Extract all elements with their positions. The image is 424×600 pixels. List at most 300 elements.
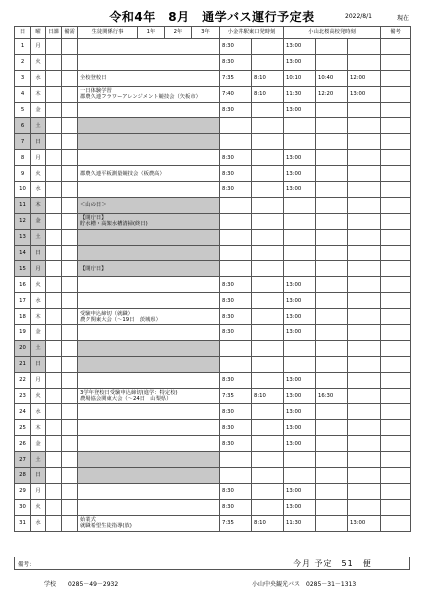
oyama-time-3: 12:00	[348, 70, 381, 86]
day-cell: 24	[15, 404, 31, 420]
day-cell: 19	[15, 325, 31, 341]
weekday-cell: 土	[31, 340, 46, 356]
komagane-time-2	[252, 293, 284, 309]
biko-cell	[381, 420, 411, 436]
weekday-cell: 日	[31, 245, 46, 261]
nikka-cell	[46, 499, 62, 515]
oyama-time-1	[284, 197, 316, 213]
oyama-time-2	[316, 483, 348, 499]
oyama-time-1: 13:00	[284, 166, 316, 182]
oyama-time-1	[284, 118, 316, 134]
event-cell	[78, 468, 220, 484]
header-dow: 曜	[31, 27, 46, 39]
kumi-cell	[62, 54, 78, 70]
weekday-cell: 水	[31, 182, 46, 198]
oyama-time-2	[316, 182, 348, 198]
nikka-cell	[46, 118, 62, 134]
oyama-time-1	[284, 213, 316, 229]
nikka-cell	[46, 213, 62, 229]
komagane-time-2	[252, 182, 284, 198]
oyama-time-2	[316, 166, 348, 182]
komagane-time-2	[252, 150, 284, 166]
kumi-cell	[62, 166, 78, 182]
nikka-cell	[46, 468, 62, 484]
event-line: 農ク関東大会（～19日 茨城県）	[80, 316, 161, 323]
oyama-time-2	[316, 102, 348, 118]
table-row	[15, 325, 411, 341]
schedule-table	[14, 26, 411, 532]
event-cell	[78, 420, 220, 436]
header-oyama-departure: 小山北桜高校発時刻	[284, 27, 381, 39]
oyama-time-2	[316, 340, 348, 356]
nikka-cell	[46, 134, 62, 150]
biko-cell	[381, 213, 411, 229]
oyama-time-1: 13:00	[284, 325, 316, 341]
event-cell	[78, 325, 220, 341]
nikka-cell	[46, 102, 62, 118]
event-line: 受験申込締切（就職）	[80, 310, 133, 317]
weekday-cell: 月	[31, 483, 46, 499]
nikka-cell	[46, 166, 62, 182]
biko-cell	[381, 229, 411, 245]
table-row	[15, 150, 411, 166]
event-line: 一日体験学習	[80, 88, 112, 95]
day-cell: 7	[15, 134, 31, 150]
oyama-time-3	[348, 293, 381, 309]
event-cell	[78, 452, 220, 468]
biko-cell	[381, 436, 411, 452]
event-cell	[78, 118, 220, 134]
oyama-time-2	[316, 261, 348, 277]
table-row	[15, 277, 411, 293]
table-row	[15, 197, 411, 213]
day-cell: 5	[15, 102, 31, 118]
oyama-time-3	[348, 340, 381, 356]
table-row	[15, 166, 411, 182]
day-cell: 9	[15, 166, 31, 182]
event-cell	[78, 197, 220, 213]
oyama-time-3	[348, 182, 381, 198]
komagane-time-2	[252, 277, 284, 293]
komagane-time-1: 8:30	[220, 102, 252, 118]
oyama-time-2	[316, 452, 348, 468]
event-line: 始業式	[80, 517, 96, 524]
biko-cell	[381, 309, 411, 325]
komagane-time-1: 8:30	[220, 483, 252, 499]
oyama-time-3	[348, 436, 381, 452]
header-grade2: 2年	[165, 27, 192, 39]
header-grade1: 1年	[138, 27, 165, 39]
day-cell: 1	[15, 39, 31, 55]
day-cell: 25	[15, 420, 31, 436]
remarks-row	[14, 557, 410, 570]
table-row	[15, 293, 411, 309]
biko-cell	[381, 388, 411, 404]
day-cell: 8	[15, 150, 31, 166]
biko-cell	[381, 293, 411, 309]
oyama-time-1: 13:00	[284, 372, 316, 388]
nikka-cell	[46, 150, 62, 166]
biko-cell	[381, 182, 411, 198]
table-row	[15, 229, 411, 245]
oyama-time-2	[316, 213, 348, 229]
komagane-time-1: 8:30	[220, 325, 252, 341]
kumi-cell	[62, 452, 78, 468]
kumi-cell	[62, 420, 78, 436]
oyama-time-2	[316, 54, 348, 70]
event-line: ＜山の日＞	[80, 202, 107, 209]
oyama-time-1	[284, 452, 316, 468]
nikka-cell	[46, 420, 62, 436]
event-line: 貯水槽・高架水槽清掃(終日)	[80, 221, 148, 228]
header-day: 日	[15, 27, 31, 39]
oyama-time-2	[316, 150, 348, 166]
kumi-cell	[62, 468, 78, 484]
day-cell: 17	[15, 293, 31, 309]
event-line: 郡農久連フラワーアレンジメント競技会（矢板市）	[80, 94, 201, 101]
oyama-time-3: 13:00	[348, 86, 381, 102]
event-cell	[78, 166, 220, 182]
day-cell: 29	[15, 483, 31, 499]
event-cell	[78, 245, 220, 261]
oyama-time-2: 16:30	[316, 388, 348, 404]
weekday-cell: 月	[31, 261, 46, 277]
nikka-cell	[46, 293, 62, 309]
day-cell: 6	[15, 118, 31, 134]
oyama-time-1: 13:00	[284, 277, 316, 293]
day-cell: 10	[15, 182, 31, 198]
komagane-time-1: 8:30	[220, 404, 252, 420]
komagane-time-2	[252, 54, 284, 70]
kumi-cell	[62, 213, 78, 229]
header-nikka: 日課	[46, 27, 62, 39]
komagane-time-1: 8:30	[220, 372, 252, 388]
oyama-time-2	[316, 404, 348, 420]
day-cell: 22	[15, 372, 31, 388]
event-cell	[78, 483, 220, 499]
day-cell: 18	[15, 309, 31, 325]
komagane-time-2	[252, 118, 284, 134]
biko-cell	[381, 452, 411, 468]
komagane-time-2	[252, 102, 284, 118]
remarks-label: 備考：	[18, 562, 35, 568]
oyama-time-2: 12:20	[316, 86, 348, 102]
oyama-time-2	[316, 420, 348, 436]
nikka-cell	[46, 356, 62, 372]
oyama-time-3	[348, 420, 381, 436]
day-cell: 27	[15, 452, 31, 468]
nikka-cell	[46, 261, 62, 277]
day-cell: 3	[15, 70, 31, 86]
kumi-cell	[62, 150, 78, 166]
biko-cell	[381, 54, 411, 70]
event-cell	[78, 372, 220, 388]
komagane-time-2: 8:10	[252, 515, 284, 531]
oyama-time-3	[348, 134, 381, 150]
weekday-cell: 水	[31, 515, 46, 531]
biko-cell	[381, 325, 411, 341]
weekday-cell: 火	[31, 166, 46, 182]
event-cell	[78, 182, 220, 198]
komagane-time-1	[220, 340, 252, 356]
event-cell	[78, 515, 220, 531]
table-row	[15, 118, 411, 134]
table-row	[15, 340, 411, 356]
oyama-time-1	[284, 468, 316, 484]
oyama-time-2	[316, 436, 348, 452]
event-cell	[78, 499, 220, 515]
table-row	[15, 452, 411, 468]
table-row	[15, 388, 411, 404]
weekday-cell: 土	[31, 452, 46, 468]
komagane-time-1: 8:30	[220, 436, 252, 452]
nikka-cell	[46, 515, 62, 531]
weekday-cell: 水	[31, 404, 46, 420]
oyama-time-3	[348, 404, 381, 420]
oyama-time-2	[316, 229, 348, 245]
nikka-cell	[46, 182, 62, 198]
nikka-cell	[46, 54, 62, 70]
komagane-time-2	[252, 483, 284, 499]
komagane-time-2	[252, 166, 284, 182]
oyama-time-1: 13:00	[284, 404, 316, 420]
komagane-time-1	[220, 229, 252, 245]
day-cell: 11	[15, 197, 31, 213]
biko-cell	[381, 340, 411, 356]
table-row	[15, 356, 411, 372]
komagane-time-1: 8:30	[220, 277, 252, 293]
nikka-cell	[46, 483, 62, 499]
weekday-cell: 金	[31, 436, 46, 452]
weekday-cell: 木	[31, 309, 46, 325]
weekday-cell: 月	[31, 372, 46, 388]
weekday-cell: 水	[31, 293, 46, 309]
event-cell	[78, 340, 220, 356]
nikka-cell	[46, 39, 62, 55]
komagane-time-1: 8:30	[220, 182, 252, 198]
kumi-cell	[62, 340, 78, 356]
nikka-cell	[46, 404, 62, 420]
oyama-time-3	[348, 309, 381, 325]
kumi-cell	[62, 134, 78, 150]
oyama-time-3	[348, 245, 381, 261]
day-cell: 20	[15, 340, 31, 356]
kumi-cell	[62, 404, 78, 420]
komagane-time-1	[220, 134, 252, 150]
event-cell	[78, 150, 220, 166]
komagane-time-1: 8:30	[220, 420, 252, 436]
komagane-time-1	[220, 261, 252, 277]
day-cell: 28	[15, 468, 31, 484]
weekday-cell: 土	[31, 229, 46, 245]
biko-cell	[381, 372, 411, 388]
oyama-time-3	[348, 325, 381, 341]
nikka-cell	[46, 197, 62, 213]
event-cell	[78, 404, 220, 420]
kumi-cell	[62, 356, 78, 372]
kumi-cell	[62, 245, 78, 261]
biko-cell	[381, 245, 411, 261]
komagane-time-2	[252, 39, 284, 55]
event-cell	[78, 356, 220, 372]
komagane-time-1	[220, 245, 252, 261]
table-row	[15, 245, 411, 261]
weekday-cell: 火	[31, 277, 46, 293]
table-row	[15, 86, 411, 102]
kumi-cell	[62, 197, 78, 213]
komagane-time-1: 7:40	[220, 86, 252, 102]
event-cell	[78, 293, 220, 309]
oyama-time-2	[316, 515, 348, 531]
oyama-time-3	[348, 54, 381, 70]
issue-date: 2022/8/1	[345, 13, 372, 20]
oyama-time-1	[284, 340, 316, 356]
table-row	[15, 515, 411, 531]
kumi-cell	[62, 86, 78, 102]
oyama-time-1: 10:10	[284, 70, 316, 86]
bus-company-phone: 小山中央観光バス 0285－31－1313	[252, 581, 357, 588]
weekday-cell: 日	[31, 356, 46, 372]
weekday-cell: 木	[31, 86, 46, 102]
komagane-time-2	[252, 468, 284, 484]
komagane-time-2: 8:10	[252, 388, 284, 404]
oyama-time-1: 13:00	[284, 182, 316, 198]
oyama-time-1	[284, 229, 316, 245]
oyama-time-3	[348, 213, 381, 229]
day-cell: 30	[15, 499, 31, 515]
header-kumi: 備需	[62, 27, 78, 39]
event-cell	[78, 54, 220, 70]
day-cell: 23	[15, 388, 31, 404]
event-line: 【閉庁日】	[80, 265, 107, 272]
kumi-cell	[62, 436, 78, 452]
komagane-time-1: 7:35	[220, 70, 252, 86]
oyama-time-1: 13:00	[284, 483, 316, 499]
event-line: 全校登校日	[80, 75, 107, 82]
table-row	[15, 134, 411, 150]
table-row	[15, 54, 411, 70]
event-line: 就職希望生徒指導(放)	[80, 523, 132, 530]
table-row	[15, 436, 411, 452]
komagane-time-2	[252, 436, 284, 452]
oyama-time-3	[348, 197, 381, 213]
nikka-cell	[46, 325, 62, 341]
oyama-time-3	[348, 229, 381, 245]
nikka-cell	[46, 245, 62, 261]
nikka-cell	[46, 452, 62, 468]
nikka-cell	[46, 86, 62, 102]
oyama-time-2	[316, 468, 348, 484]
nikka-cell	[46, 229, 62, 245]
event-cell	[78, 261, 220, 277]
komagane-time-2	[252, 356, 284, 372]
oyama-time-2: 10:40	[316, 70, 348, 86]
biko-cell	[381, 39, 411, 55]
biko-cell	[381, 166, 411, 182]
schedule-body	[15, 39, 411, 532]
oyama-time-2	[316, 118, 348, 134]
biko-cell	[381, 86, 411, 102]
biko-cell	[381, 277, 411, 293]
weekday-cell: 月	[31, 150, 46, 166]
event-line: 農場協会関東大会（～24日 山梨県）	[80, 396, 172, 403]
table-row	[15, 499, 411, 515]
table-row	[15, 39, 411, 55]
oyama-time-1: 13:00	[284, 293, 316, 309]
day-cell: 13	[15, 229, 31, 245]
komagane-time-2	[252, 134, 284, 150]
oyama-time-3: 13:00	[348, 515, 381, 531]
komagane-time-1: 8:30	[220, 150, 252, 166]
event-cell	[78, 134, 220, 150]
kumi-cell	[62, 388, 78, 404]
kumi-cell	[62, 182, 78, 198]
nikka-cell	[46, 372, 62, 388]
komagane-time-1	[220, 197, 252, 213]
oyama-time-1	[284, 356, 316, 372]
oyama-time-3	[348, 39, 381, 55]
komagane-time-2	[252, 261, 284, 277]
weekday-cell: 火	[31, 54, 46, 70]
komagane-time-2	[252, 325, 284, 341]
event-line: 3学年登校日受験申込締切(進学：特定校)	[80, 389, 178, 396]
komagane-time-1: 8:30	[220, 54, 252, 70]
weekday-cell: 火	[31, 499, 46, 515]
komagane-time-1: 8:30	[220, 499, 252, 515]
nikka-cell	[46, 70, 62, 86]
oyama-time-1: 13:00	[284, 102, 316, 118]
biko-cell	[381, 404, 411, 420]
kumi-cell	[62, 102, 78, 118]
komagane-time-2	[252, 309, 284, 325]
kumi-cell	[62, 118, 78, 134]
table-row	[15, 404, 411, 420]
komagane-time-1: 8:30	[220, 166, 252, 182]
oyama-time-3	[348, 277, 381, 293]
biko-cell	[381, 261, 411, 277]
event-cell	[78, 213, 220, 229]
nikka-cell	[46, 309, 62, 325]
weekday-cell: 金	[31, 325, 46, 341]
header-event: 生徒関係行事	[78, 27, 138, 39]
komagane-time-1	[220, 356, 252, 372]
biko-cell	[381, 118, 411, 134]
komagane-time-1	[220, 452, 252, 468]
kumi-cell	[62, 499, 78, 515]
day-cell: 12	[15, 213, 31, 229]
oyama-time-3	[348, 118, 381, 134]
table-row	[15, 372, 411, 388]
komagane-time-2	[252, 245, 284, 261]
oyama-time-3	[348, 388, 381, 404]
komagane-time-2	[252, 372, 284, 388]
event-cell	[78, 388, 220, 404]
header-row	[15, 27, 411, 39]
oyama-time-1: 13:00	[284, 388, 316, 404]
kumi-cell	[62, 261, 78, 277]
komagane-time-1: 8:30	[220, 293, 252, 309]
event-cell	[78, 229, 220, 245]
table-row	[15, 102, 411, 118]
oyama-time-1: 11:30	[284, 86, 316, 102]
komagane-time-2	[252, 340, 284, 356]
komagane-time-2	[252, 499, 284, 515]
kumi-cell	[62, 325, 78, 341]
oyama-time-2	[316, 134, 348, 150]
biko-cell	[381, 499, 411, 515]
biko-cell	[381, 134, 411, 150]
biko-cell	[381, 483, 411, 499]
